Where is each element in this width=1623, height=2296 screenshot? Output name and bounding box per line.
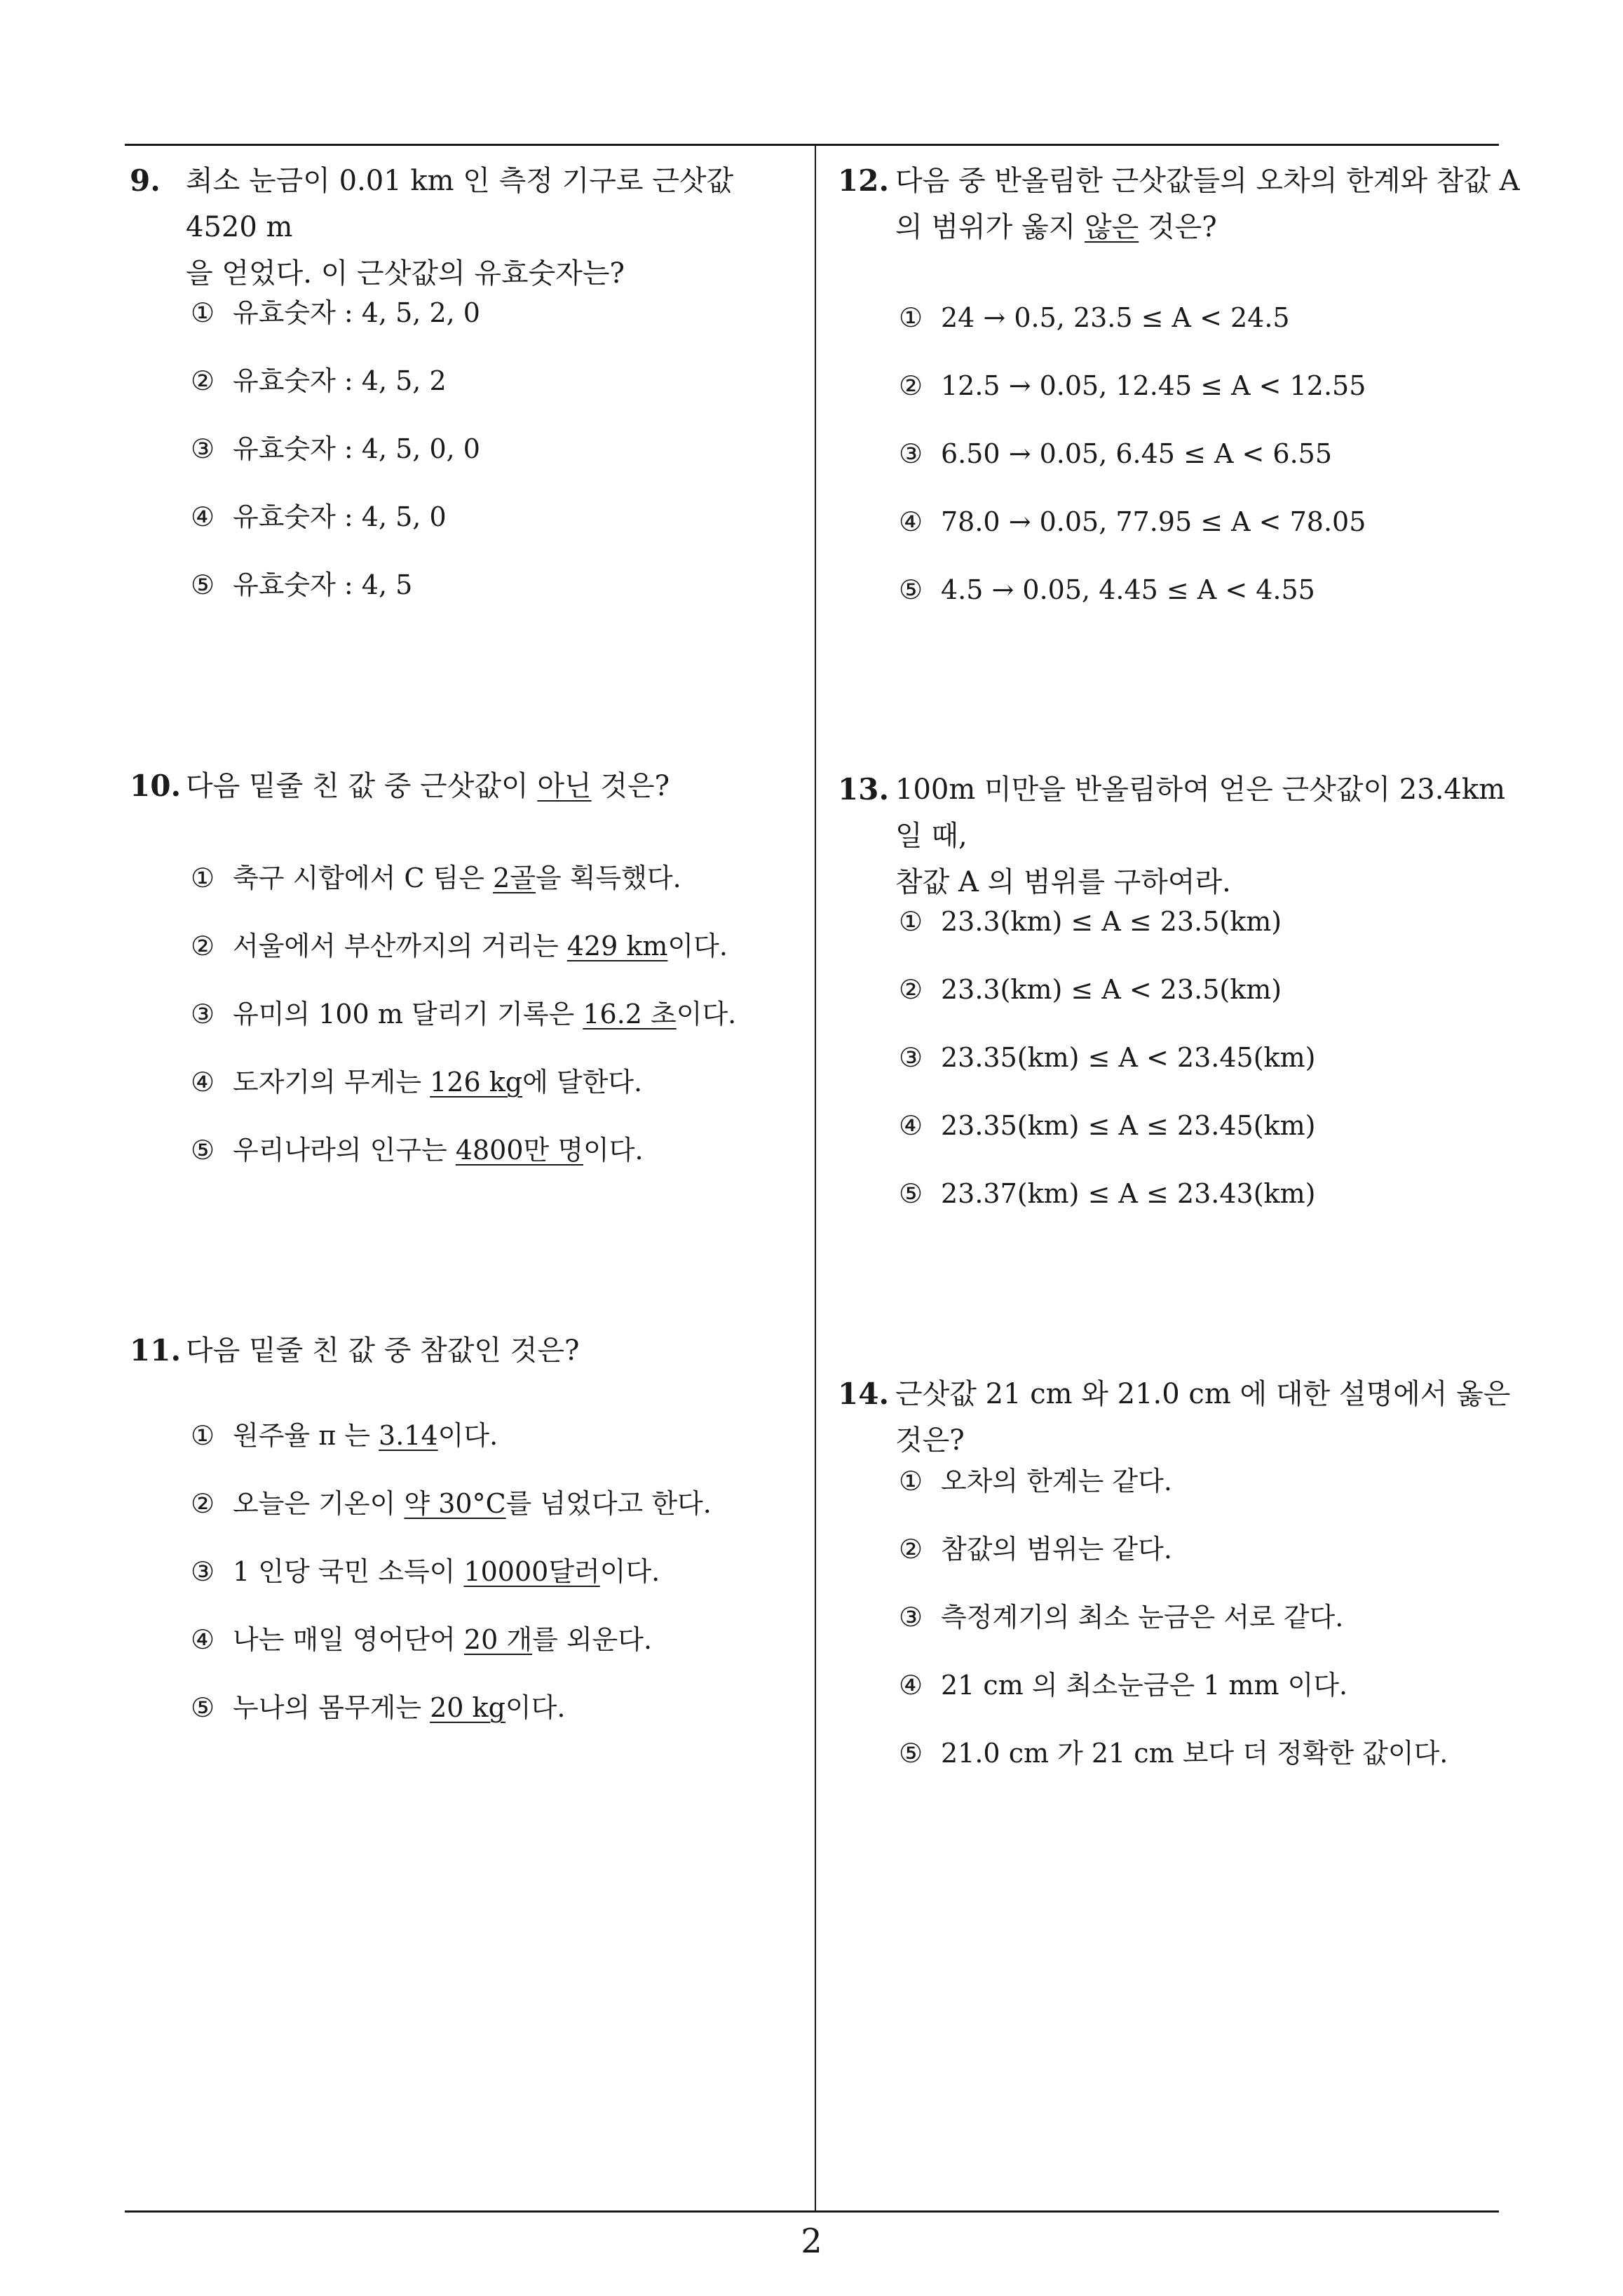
- question-14: [838, 1371, 1532, 1464]
- option-5[interactable]: [191, 1133, 644, 1168]
- question-number: 10.: [130, 769, 182, 803]
- question-9-stem: [130, 158, 803, 297]
- option-text: 나는 매일 영어단어: [233, 1624, 464, 1655]
- underlined-word: 않은: [1084, 211, 1139, 243]
- option-text: 우리나라의 인구는: [233, 1135, 456, 1166]
- option-4[interactable]: [899, 504, 1366, 539]
- question-11-stem: [130, 1328, 803, 1374]
- option-text: 측정계기의 최소 눈금은 서로 같다.: [941, 1602, 1344, 1633]
- option-mark: ④: [899, 506, 923, 537]
- question-10-stem: [130, 763, 803, 809]
- option-mark: ②: [899, 974, 923, 1005]
- option-text: 유효숫자 : 4, 5, 2, 0: [233, 297, 480, 328]
- question-text-line: 을 얻었다. 이 근삿값의 유효숫자는?: [186, 257, 625, 290]
- option-text: 78.0 → 0.05, 77.95 ≤ A < 78.05: [941, 506, 1366, 537]
- option-mark: ②: [899, 370, 923, 401]
- option-mark: ④: [191, 501, 215, 532]
- option-text: 유효숫자 : 4, 5, 0: [233, 501, 447, 532]
- option-mark: ①: [899, 302, 923, 333]
- option-4[interactable]: [899, 1108, 1315, 1143]
- option-mark: ①: [191, 1420, 215, 1451]
- option-5[interactable]: [899, 1176, 1315, 1211]
- option-text: 23.35(km) ≤ A ≤ 23.45(km): [941, 1110, 1316, 1141]
- question-number: 14.: [838, 1377, 890, 1411]
- question-text: 의 범위가 옳지: [895, 211, 1085, 243]
- option-text: 6.50 → 0.05, 6.45 ≤ A < 6.55: [941, 438, 1333, 469]
- question-text: 다음 밑줄 친 값 중 근삿값이: [186, 770, 538, 802]
- question-number: 9.: [130, 163, 161, 198]
- option-text: 이다.: [437, 1420, 498, 1451]
- option-2[interactable]: [899, 368, 1366, 403]
- question-number: 13.: [838, 772, 890, 806]
- option-text: 누나의 몸무게는: [233, 1692, 430, 1723]
- top-rule: [125, 144, 1499, 146]
- option-5[interactable]: [191, 567, 412, 602]
- option-2[interactable]: [191, 928, 728, 964]
- option-mark: ②: [191, 931, 215, 961]
- option-mark: ⑤: [899, 1738, 923, 1769]
- option-2[interactable]: [899, 1532, 1172, 1567]
- underlined-word: 아닌: [537, 770, 592, 802]
- option-2[interactable]: [899, 972, 1282, 1007]
- option-text: 유효숫자 : 4, 5: [233, 569, 413, 600]
- option-1[interactable]: [899, 1464, 1172, 1499]
- option-mark: ④: [191, 1624, 215, 1655]
- option-3[interactable]: [899, 1600, 1343, 1635]
- option-5[interactable]: [899, 1736, 1448, 1771]
- option-mark: ⑤: [899, 1178, 923, 1209]
- question-9: [130, 158, 803, 297]
- option-3[interactable]: [899, 436, 1332, 471]
- option-mark: ④: [899, 1670, 923, 1701]
- underlined-value: 429 km: [566, 931, 668, 961]
- question-text-line: 다음 중 반올림한 근삿값들의 오차의 한계와 참값 A: [895, 165, 1520, 197]
- option-mark: ⑤: [899, 574, 923, 605]
- option-text: 를 외운다.: [532, 1624, 653, 1655]
- option-mark: ③: [899, 1602, 923, 1633]
- option-text: 오차의 한계는 같다.: [941, 1466, 1172, 1497]
- question-13: [838, 767, 1532, 905]
- option-text: 축구 시합에서 C 팀은: [233, 863, 494, 893]
- option-text: 1 인당 국민 소득이: [233, 1556, 464, 1587]
- underlined-value: 4800만 명: [455, 1135, 584, 1166]
- option-3[interactable]: [191, 997, 736, 1032]
- option-text: 이다.: [599, 1556, 660, 1587]
- option-mark: ③: [899, 1042, 923, 1073]
- question-text-line: [895, 204, 1532, 250]
- option-text: 이다.: [676, 999, 737, 1029]
- option-mark: ⑤: [191, 1692, 215, 1723]
- underlined-value: 10000달러: [463, 1556, 600, 1587]
- option-mark: ⑤: [191, 1135, 215, 1166]
- option-text: 서울에서 부산까지의 거리는: [233, 931, 567, 961]
- option-mark: ②: [191, 365, 215, 396]
- option-4[interactable]: [191, 1622, 652, 1657]
- option-text: 을 획득했다.: [535, 863, 681, 893]
- option-text: 참값의 범위는 같다.: [941, 1534, 1172, 1565]
- option-mark: ③: [191, 1556, 215, 1587]
- option-text: 23.37(km) ≤ A ≤ 23.43(km): [941, 1178, 1316, 1209]
- option-1[interactable]: [899, 300, 1290, 335]
- underlined-value: 20 kg: [430, 1692, 505, 1723]
- option-mark: ④: [191, 1067, 215, 1098]
- question-text: 것은?: [591, 770, 670, 802]
- option-4[interactable]: [191, 1065, 642, 1100]
- underlined-value: 126 kg: [430, 1067, 523, 1098]
- question-13-stem: [838, 767, 1532, 905]
- option-text: 유효숫자 : 4, 5, 2: [233, 365, 447, 396]
- question-text-line: 참값 A 의 범위를 구하여라.: [895, 866, 1231, 898]
- underlined-value: 3.14: [379, 1420, 438, 1451]
- question-number: 11.: [130, 1333, 182, 1368]
- question-text-line: 100m 미만을 반올림하여 얻은 근삿값이 23.4km 일 때,: [895, 774, 1506, 852]
- option-text: 21 cm 의 최소눈금은 1 mm 이다.: [941, 1670, 1348, 1701]
- option-text: 유효숫자 : 4, 5, 0, 0: [233, 433, 480, 464]
- option-text: 23.3(km) ≤ A < 23.5(km): [941, 974, 1282, 1005]
- option-mark: ①: [899, 1466, 923, 1497]
- option-text: 이다.: [667, 931, 728, 961]
- bottom-rule: [125, 2210, 1499, 2213]
- option-text: 오늘은 기온이: [233, 1488, 405, 1519]
- option-text: 24 → 0.5, 23.5 ≤ A < 24.5: [941, 302, 1290, 333]
- option-3[interactable]: [191, 1554, 660, 1589]
- option-text: 를 넘었다고 한다.: [505, 1488, 712, 1519]
- question-12-stem: [838, 158, 1532, 250]
- option-text: 23.35(km) ≤ A < 23.45(km): [941, 1042, 1316, 1073]
- option-text: 에 달한다.: [522, 1067, 643, 1098]
- column-divider: [815, 144, 816, 2213]
- option-2[interactable]: [191, 1486, 712, 1521]
- option-3[interactable]: [899, 1040, 1315, 1075]
- option-text: 이다.: [583, 1135, 644, 1166]
- question-text: 근삿값 21 cm 와 21.0 cm 에 대한 설명에서 옳은 것은?: [895, 1378, 1511, 1457]
- option-4[interactable]: [191, 499, 447, 534]
- underlined-value: 2골: [493, 863, 536, 893]
- underlined-value: 약 30°C: [404, 1488, 506, 1519]
- option-5[interactable]: [191, 1690, 565, 1725]
- option-mark: ④: [899, 1110, 923, 1141]
- question-text-line: 최소 눈금이 0.01 km 인 측정 기구로 근삿값 4520 m: [186, 165, 734, 243]
- option-text: 유미의 100 m 달리기 기록은: [233, 999, 583, 1029]
- option-mark: ⑤: [191, 569, 215, 600]
- option-2[interactable]: [191, 363, 447, 398]
- question-12: [838, 158, 1532, 250]
- option-text: 4.5 → 0.05, 4.45 ≤ A < 4.55: [941, 574, 1315, 605]
- page-number: 2: [801, 2222, 822, 2261]
- option-mark: ①: [191, 297, 215, 328]
- option-text: 23.3(km) ≤ A ≤ 23.5(km): [941, 906, 1282, 937]
- question-14-stem: [838, 1371, 1532, 1464]
- question-text: 것은?: [1139, 211, 1217, 243]
- option-mark: ②: [191, 1488, 215, 1519]
- option-1[interactable]: [191, 295, 480, 330]
- option-text: 이다.: [505, 1692, 566, 1723]
- question-number: 12.: [838, 163, 890, 198]
- option-text: 원주율 π 는: [233, 1420, 379, 1451]
- option-1[interactable]: [899, 904, 1282, 939]
- option-mark: ②: [899, 1534, 923, 1565]
- option-mark: ③: [191, 433, 215, 464]
- option-1[interactable]: [191, 860, 681, 896]
- option-1[interactable]: [191, 1418, 498, 1453]
- option-4[interactable]: [899, 1668, 1347, 1703]
- option-mark: ①: [899, 906, 923, 937]
- option-mark: ③: [191, 999, 215, 1029]
- option-mark: ①: [191, 863, 215, 893]
- question-11: [130, 1328, 803, 1374]
- option-text: 도자기의 무게는: [233, 1067, 430, 1098]
- option-5[interactable]: [899, 572, 1315, 607]
- question-10: [130, 763, 803, 809]
- option-3[interactable]: [191, 431, 480, 466]
- question-text: 다음 밑줄 친 값 중 참값인 것은?: [186, 1335, 580, 1367]
- option-text: 21.0 cm 가 21 cm 보다 더 정확한 값이다.: [941, 1738, 1448, 1769]
- option-text: 12.5 → 0.05, 12.45 ≤ A < 12.55: [941, 370, 1366, 401]
- underlined-value: 20 개: [463, 1624, 533, 1655]
- underlined-value: 16.2 초: [583, 999, 677, 1029]
- option-mark: ③: [899, 438, 923, 469]
